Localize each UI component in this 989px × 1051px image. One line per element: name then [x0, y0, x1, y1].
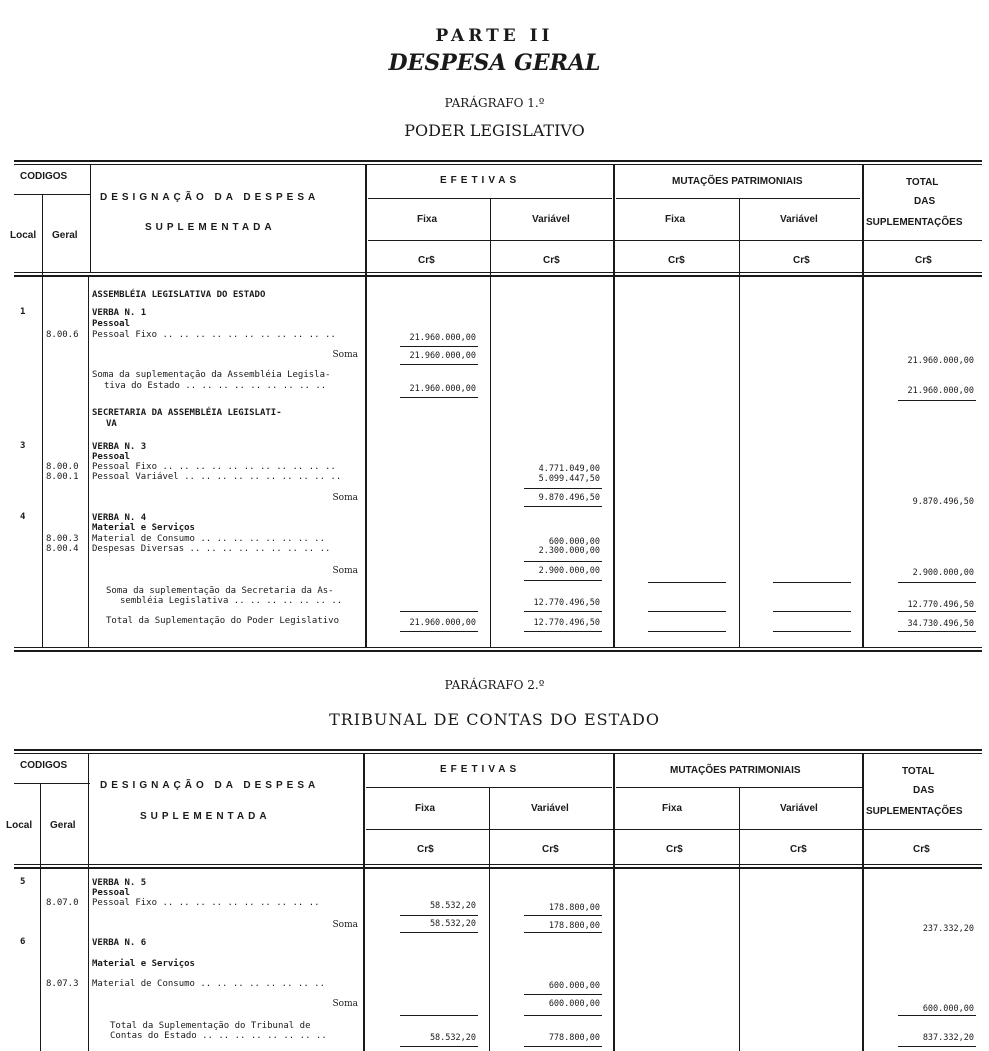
soma-label: Soma [332, 350, 358, 360]
total-header-3: SUPLEMENTAÇÕES [866, 806, 963, 817]
geral-code: 8.07.3 [46, 979, 79, 989]
soma-secretaria-line-2: sembléia Legislativa .. .. .. .. .. .. .. [120, 596, 343, 606]
pessoal-fixo-line: Pessoal Fixo .. .. .. .. .. .. .. .. .. .. [92, 898, 320, 908]
pessoal-fixo-line: Pessoal Fixo .. .. .. .. .. .. .. .. .. .. .. [92, 330, 336, 340]
geral-code: 8.00.1 [46, 472, 79, 482]
value-cell: 600.000,00 [548, 981, 600, 991]
codigos-header: CODIGOS [20, 760, 68, 771]
value-cell: 21.960.000,00 [409, 333, 476, 343]
total-header-2: DAS [913, 785, 935, 796]
value-cell: 5.099.447,50 [538, 474, 600, 484]
local-code: 5 [20, 877, 26, 887]
total-cell: 837.332,20 [922, 1033, 974, 1043]
value-cell: 21.960.000,00 [409, 384, 476, 394]
mutacoes-variavel-header: Variável [780, 214, 818, 225]
paragraph-1-label: PARÁGRAFO 1.º [444, 96, 545, 110]
designacao-header: DESIGNAÇÃO DA DESPESA [100, 192, 320, 203]
currency-mutacoes-variavel: Cr$ [793, 255, 810, 266]
efetivas-variavel-header: Variável [532, 214, 570, 225]
geral-header: Geral [50, 820, 76, 831]
secretaria-heading-2: VA [106, 419, 117, 429]
part-title: DESPESA GERAL [388, 50, 601, 76]
geral-header: Geral [52, 230, 78, 241]
geral-code: 8.00.4 [46, 544, 79, 554]
mutacoes-header: MUTAÇÕES PATRIMONIAIS [672, 176, 803, 187]
efetivas-fixa-header: Fixa [415, 803, 436, 814]
verba-5-label: VERBA N. 5 [92, 878, 147, 888]
pessoal-variavel-line: Pessoal Variável .. .. .. .. .. .. .. .. .. .. [92, 472, 342, 482]
total-cell: 21.960.000,00 [907, 386, 974, 396]
geral-code: 8.00.6 [46, 330, 79, 340]
total-cell: 2.900.000,00 [912, 568, 974, 578]
soma-label: Soma [332, 920, 358, 930]
total-header-1: TOTAL [906, 177, 939, 188]
total-header-2: DAS [914, 196, 936, 207]
total-cell: 34.730.496,50 [907, 619, 974, 629]
verba-6-label: VERBA N. 6 [92, 938, 147, 948]
section-1-title: PODER LEGISLATIVO [404, 121, 585, 140]
value-cell: 12.770.496,50 [533, 598, 600, 608]
total-legislativo-line: Total da Suplementação do Poder Legislativo [106, 616, 339, 626]
mutacoes-variavel-header: Variável [780, 803, 818, 814]
secretaria-heading-1: SECRETARIA DA ASSEMBLÉIA LEGISLATI- [92, 408, 282, 418]
currency-efetivas-variavel: Cr$ [542, 844, 559, 855]
value-cell: 21.960.000,00 [409, 618, 476, 628]
total-cell: 9.870.496,50 [912, 497, 974, 507]
currency-efetivas-fixa: Cr$ [418, 255, 435, 266]
value-cell: 9.870.496,50 [538, 493, 600, 503]
currency-efetivas-fixa: Cr$ [417, 844, 434, 855]
total-cell: 12.770.496,50 [907, 600, 974, 610]
pessoal-label: Pessoal [92, 319, 130, 329]
geral-code: 8.00.0 [46, 462, 79, 472]
pessoal-fixo-line: Pessoal Fixo .. .. .. .. .. .. .. .. .. .. .. [92, 462, 336, 472]
total-cell: 600.000,00 [922, 1004, 974, 1014]
value-cell: 778.800,00 [548, 1033, 600, 1043]
suplementada-header: SUPLEMENTADA [140, 811, 271, 822]
part-label: PARTE II [435, 26, 554, 46]
value-cell: 2.300.000,00 [538, 546, 600, 556]
value-cell: 600.000,00 [548, 999, 600, 1009]
efetivas-header: EFETIVAS [440, 175, 521, 186]
value-cell: 12.770.496,50 [533, 618, 600, 628]
assembleia-heading: ASSEMBLÉIA LEGISLATIVA DO ESTADO [92, 290, 266, 300]
total-header-1: TOTAL [902, 766, 935, 777]
currency-total: Cr$ [915, 255, 932, 266]
soma-label: Soma [332, 999, 358, 1009]
geral-code: 8.00.3 [46, 534, 79, 544]
efetivas-variavel-header: Variável [531, 803, 569, 814]
currency-total: Cr$ [913, 844, 930, 855]
value-cell: 600.000,00 [548, 537, 600, 547]
value-cell: 178.800,00 [548, 903, 600, 913]
currency-efetivas-variavel: Cr$ [543, 255, 560, 266]
value-cell: 2.900.000,00 [538, 566, 600, 576]
efetivas-header: EFETIVAS [440, 764, 521, 775]
currency-mutacoes-fixa: Cr$ [666, 844, 683, 855]
local-header: Local [6, 820, 33, 831]
mutacoes-fixa-header: Fixa [662, 803, 683, 814]
local-code: 1 [20, 307, 26, 317]
material-servicos-label: Material e Serviços [92, 959, 195, 969]
local-code: 6 [20, 937, 26, 947]
mutacoes-fixa-header: Fixa [665, 214, 686, 225]
despesas-diversas-line: Despesas Diversas .. .. .. .. .. .. .. .. .. [92, 544, 331, 554]
soma-secretaria-line-1: Soma da suplementação da Secretaria da As- [106, 586, 334, 596]
section-2-title: TRIBUNAL DE CONTAS DO ESTADO [329, 710, 660, 729]
value-cell: 58.532,20 [429, 1033, 476, 1043]
material-consumo-line: Material de Consumo .. .. .. .. .. .. .. .. [92, 979, 325, 989]
value-cell: 58.532,20 [429, 919, 476, 929]
pessoal-label: Pessoal [92, 888, 130, 898]
geral-code: 8.07.0 [46, 898, 79, 908]
currency-mutacoes-variavel: Cr$ [790, 844, 807, 855]
material-servicos-label: Material e Serviços [92, 523, 195, 533]
soma-label: Soma [332, 493, 358, 503]
currency-mutacoes-fixa: Cr$ [668, 255, 685, 266]
verba-4-label: VERBA N. 4 [92, 513, 147, 523]
soma-assembleia-line-1: Soma da suplementação da Assembléia Legisla- [92, 370, 331, 380]
value-cell: 21.960.000,00 [409, 351, 476, 361]
suplementada-header: SUPLEMENTADA [145, 222, 276, 233]
verba-3-label: VERBA N. 3 [92, 442, 147, 452]
codigos-header: CODIGOS [20, 171, 68, 182]
local-header: Local [10, 230, 37, 241]
soma-label: Soma [332, 566, 358, 576]
local-code: 4 [20, 512, 26, 522]
designacao-header: DESIGNAÇÃO DA DESPESA [100, 780, 320, 791]
total-tribunal-line-1: Total da Suplementação do Tribunal de [110, 1021, 311, 1031]
local-code: 3 [20, 441, 26, 451]
soma-assembleia-line-2: tiva do Estado .. .. .. .. .. .. .. .. .. [104, 381, 327, 391]
efetivas-fixa-header: Fixa [417, 214, 438, 225]
value-cell: 178.800,00 [548, 921, 600, 931]
material-consumo-line: Material de Consumo .. .. .. .. .. .. .. .. [92, 534, 325, 544]
pessoal-label: Pessoal [92, 452, 130, 462]
total-cell: 21.960.000,00 [907, 356, 974, 366]
paragraph-2-label: PARÁGRAFO 2.º [444, 678, 545, 692]
total-header-3: SUPLEMENTAÇÕES [866, 217, 963, 228]
value-cell: 58.532,20 [429, 901, 476, 911]
total-cell: 237.332,20 [922, 924, 974, 934]
total-tribunal-line-2: Contas do Estado .. .. .. .. .. .. .. .. [110, 1031, 327, 1041]
mutacoes-header: MUTAÇÕES PATRIMONIAIS [670, 765, 801, 776]
verba-1-label: VERBA N. 1 [92, 308, 147, 318]
value-cell: 4.771.049,00 [538, 464, 600, 474]
